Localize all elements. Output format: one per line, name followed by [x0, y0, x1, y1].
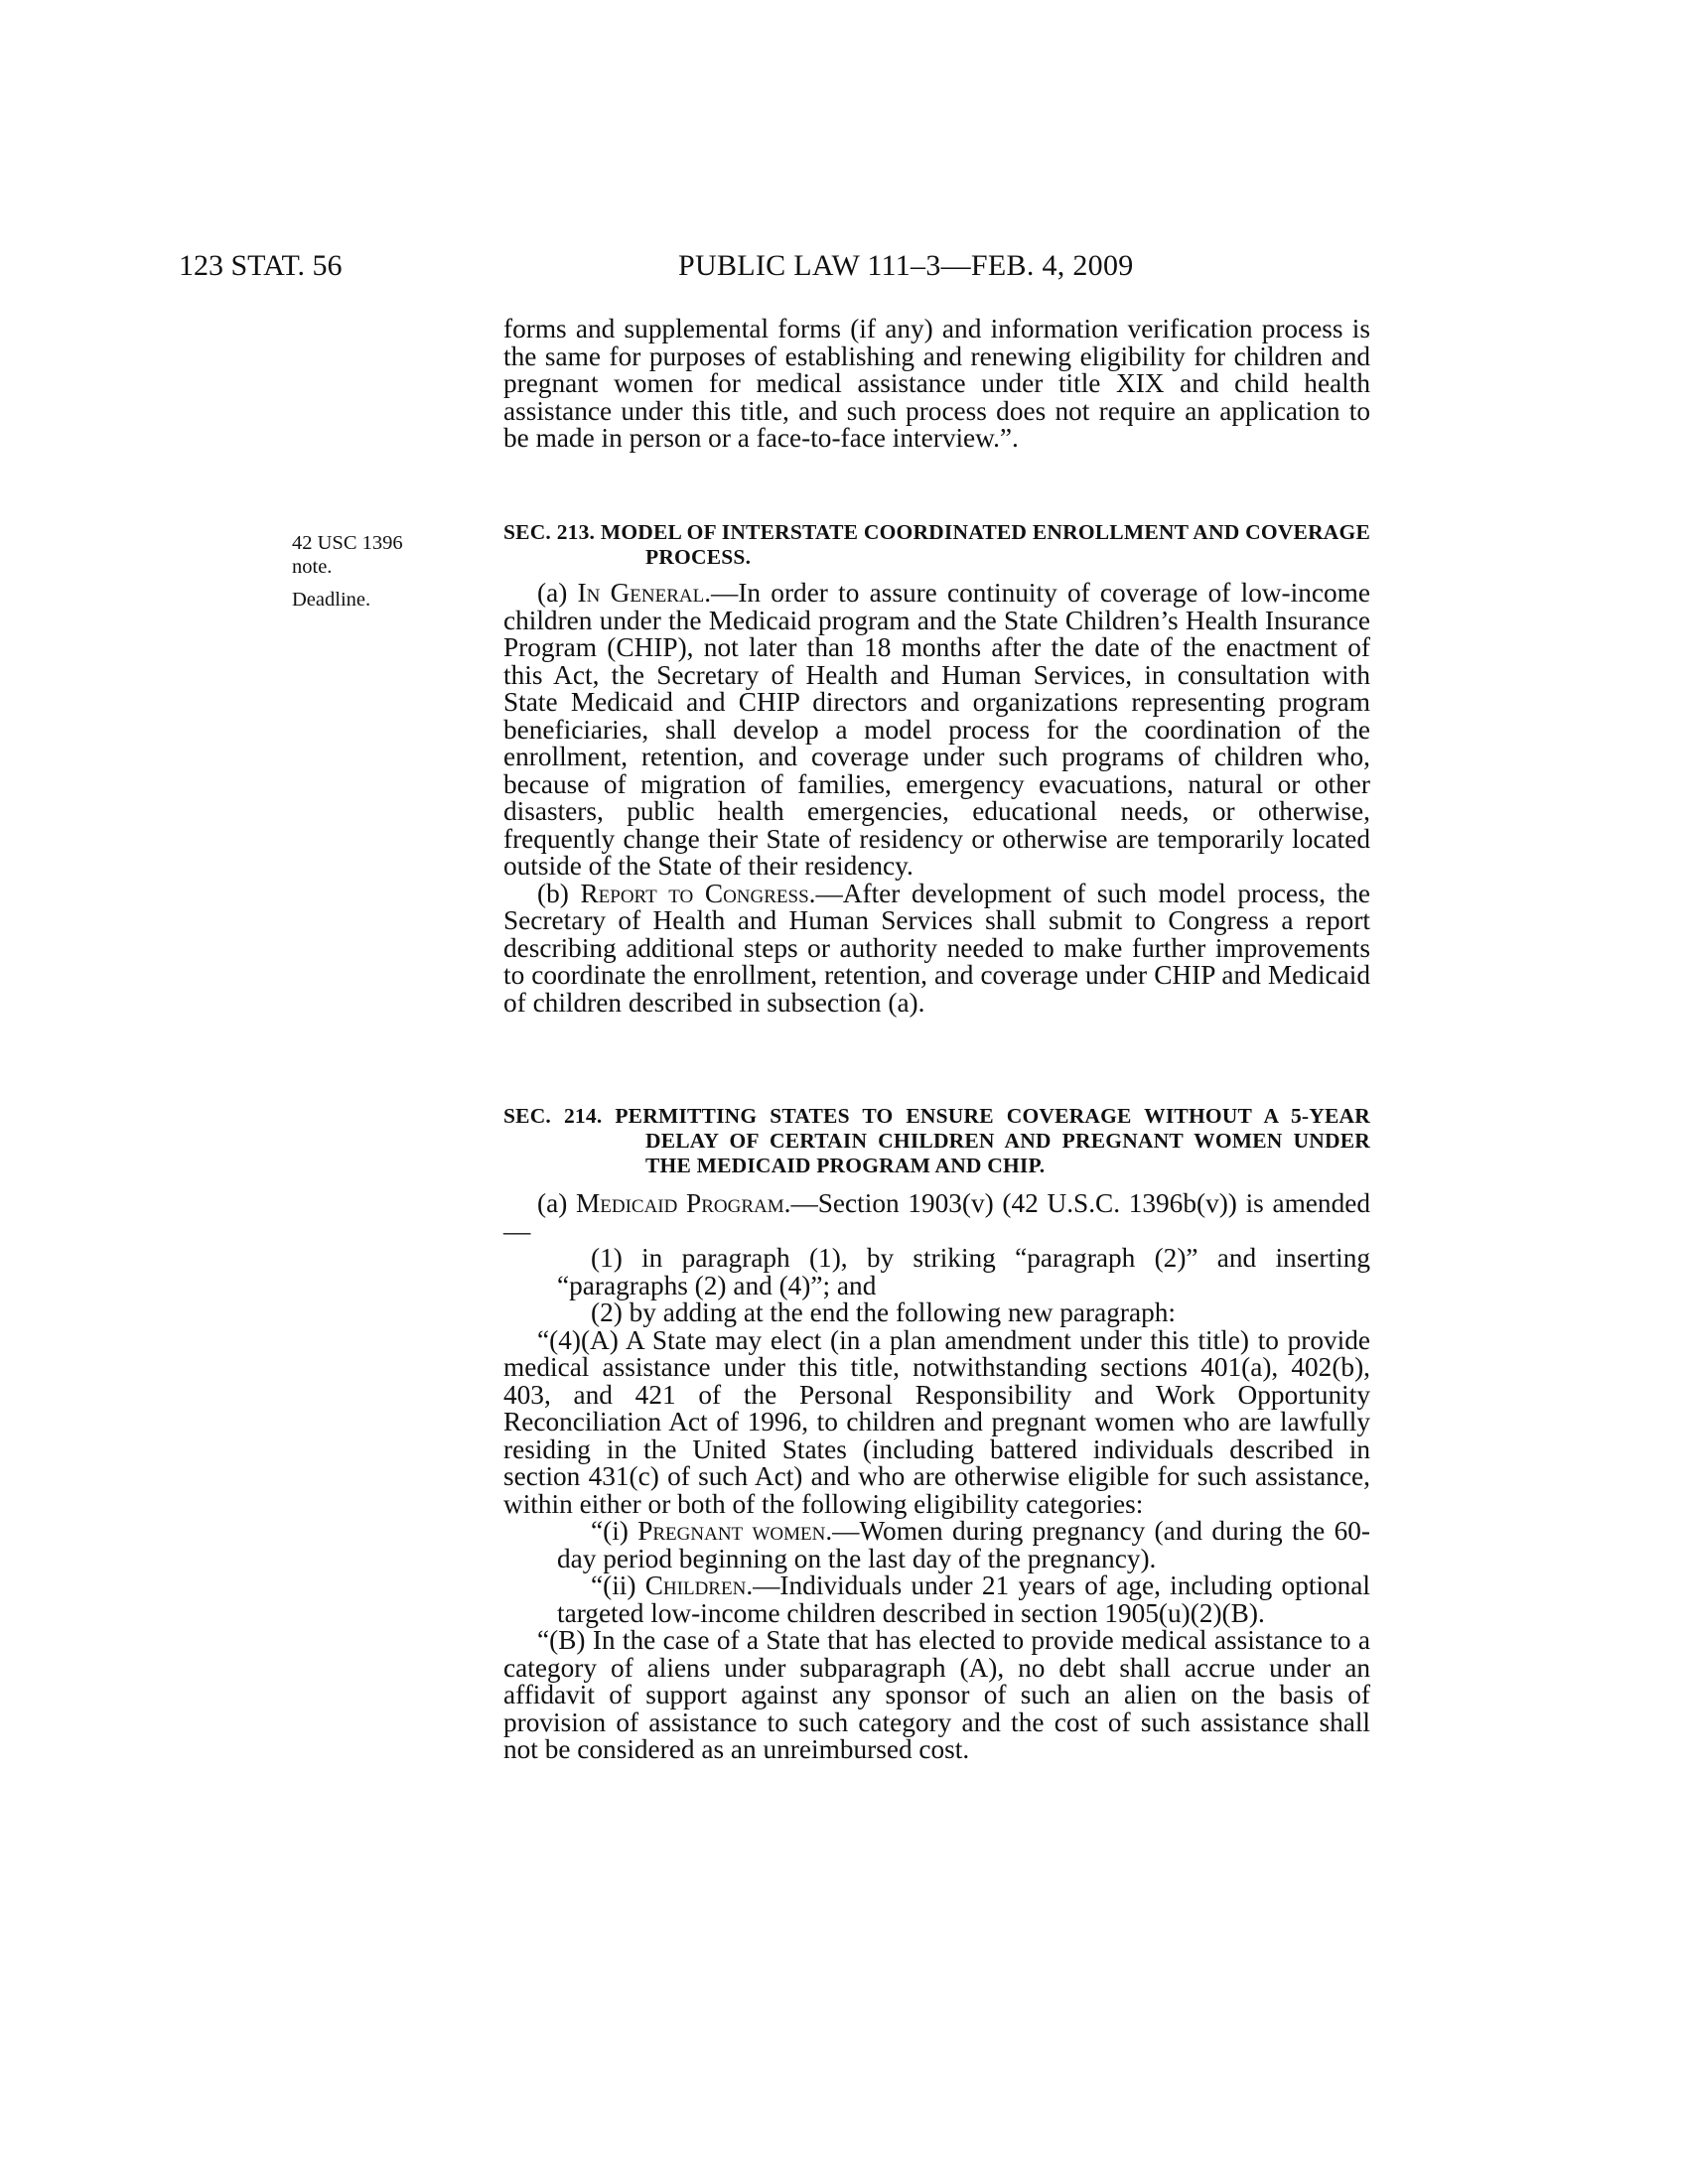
running-header: [0, 246, 1688, 286]
paragraph-4B: “(B) In the case of a State that has elected to provide medical assistance to a category of aliens under subparagraph (A), no debt shall accrue under an affidavit of support against any sponsor of such an alien on the basis of provision of assistance to such category and the cost of such assistance shall not be considered as an unreimbursed cost.: [503, 1625, 1370, 1764]
subsection-a-label: (a): [537, 1188, 568, 1218]
usc-citation-suffix: note.: [292, 556, 333, 578]
clause-ii-label: “(ii): [591, 1570, 636, 1600]
subsection-a-caption: Medicaid Program: [575, 1188, 784, 1218]
usc-citation-line: 42 USC 1396: [292, 532, 403, 554]
clause-ii-caption: Children: [644, 1570, 747, 1600]
clause-ii-text: .—Individuals under 21 years of age, including optional targeted low-income children described in section 1905(u)(2)(B).: [557, 1570, 1370, 1628]
section-214-heading: SEC. 214. PERMITTING STATES TO ENSURE COVERAGE WITHOUT A 5-YEAR DELAY OF CERTAIN CHILDREN AND PREGNANT WOMEN UNDER THE MEDICAID PROGRAM AND CHIP.: [503, 1104, 1370, 1177]
clause-ii: [503, 1572, 1370, 1627]
section-213: [503, 520, 1370, 1017]
paragraph-2: (2) by adding at the end the following new paragraph:: [591, 1297, 1176, 1327]
page-title: PUBLIC LAW 111–3—FEB. 4, 2009: [678, 249, 1134, 282]
paragraph-1: (1) in paragraph (1), by striking “paragraph (2)” and inserting “paragraphs (2) and (4)”; and: [557, 1243, 1370, 1300]
section-214-subsection-a: [503, 1190, 1370, 1245]
subsection-a-text: .—Section 1903(v) (42 U.S.C. 1396b(v)) is amended—: [503, 1188, 1370, 1246]
subsection-b-label: (b): [537, 878, 569, 908]
subsection-a-text: .—In order to assure continuity of coverage of low-income children under the Medicaid program and the State Children’s Health Insurance Program (CHIP), not later than 18 months after the date of the enactment of this Act, the Secretary of Health and Human Services, in consultation with State Medicaid and CHIP directors and organizations representing program beneficiaries, shall develop a model process for the coordination of the enrollment, retention, and coverage under such programs of children who, because of migration of families, emergency evacuations, natural or other disasters, public health emergencies, educational needs, or otherwise, frequently change their State of residency or otherwise are temporarily located outside of the State of their residency.: [503, 578, 1370, 881]
subsection-b-caption: Report to Congress: [580, 878, 809, 908]
deadline-note: Deadline.: [292, 589, 371, 611]
stat-page-number: 123 STAT. 56: [179, 249, 343, 282]
subsection-a-caption: In General: [577, 578, 705, 608]
section-213-subsection-b: [503, 878, 1370, 1018]
subsection-a-label: (a): [537, 578, 568, 608]
section-213-heading: SEC. 213. MODEL OF INTERSTATE COORDINATED ENROLLMENT AND COVERAGE PROCESS.: [503, 520, 1370, 569]
clause-i: [503, 1518, 1370, 1572]
continuation-paragraph: forms and supplemental forms (if any) and information verification process is the same for purposes of establishing and renewing eligibility for children and pregnant women for medical assistance under title XIX and child health assistance under this title, and such process does not require an application to be made in person or a face-to-face interview.”.: [503, 314, 1370, 453]
section-214: [503, 1104, 1370, 1764]
section-213-subsection-a: [503, 580, 1370, 881]
clause-i-label: “(i): [591, 1516, 629, 1546]
paragraph-4A: “(4)(A) A State may elect (in a plan amendment under this title) to provide medical assistance under this title, notwithstanding sections 401(a), 402(b), 403, and 421 of the Personal Responsibility and Work Opportunity Reconciliation Act of 1996, to children and pregnant women who are lawfully residing in the United States (including battered individuals described in section 431(c) of such Act) and who are otherwise eligible for such assistance, within either or both of the following eligibility categories:: [503, 1324, 1370, 1519]
subsection-b-text: .—After development of such model process, the Secretary of Health and Human Services shall submit to Congress a report describing additional steps or authority needed to make further improvements to coordinate the enrollment, retention, and coverage under CHIP and Medicaid of children described in subsection (a).: [503, 878, 1370, 1018]
usc-citation-note: [292, 531, 441, 579]
continuation-block: [503, 316, 1370, 453]
clause-i-text: .—Women during pregnancy (and during the 60-day period beginning on the last day of the pregnancy).: [557, 1516, 1370, 1573]
clause-i-caption: Pregnant women: [637, 1516, 826, 1546]
